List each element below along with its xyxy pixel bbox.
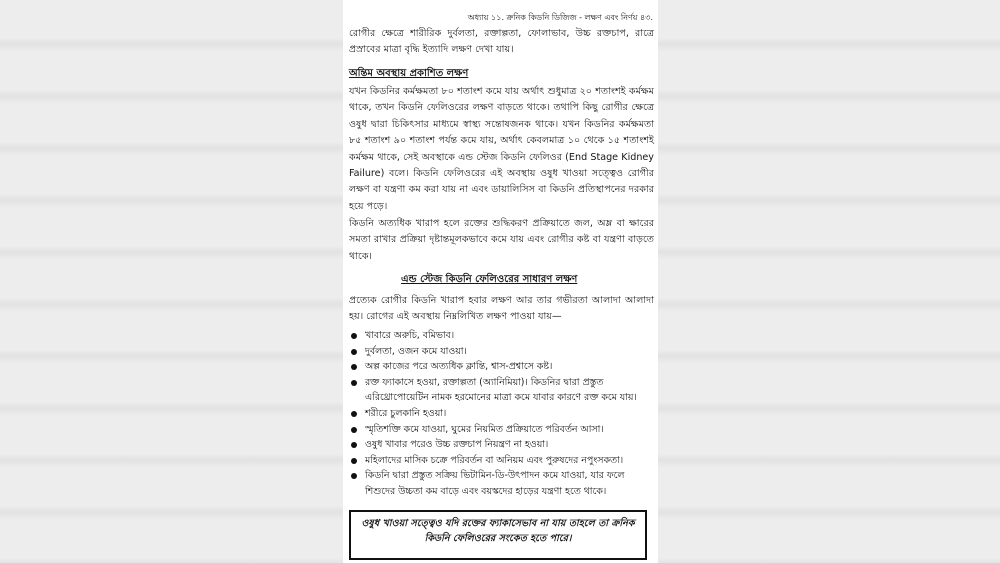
list-item: কিডনি দ্বারা প্রস্তুত সক্রিয় ভিটামিন-ডি-উৎপাদন কমে যাওয়া, যার ফলে শিশুদের উচ্চতা কম বাড়ে এবং বয়স্কদের হাড়ের যন্ত্রণা হতে থাকে। — [349, 468, 654, 499]
list-item: ওষুধ খাবার পরেও উচ্চ রক্তচাপ নিয়ন্ত্রণ না হওয়া। — [349, 437, 654, 453]
list-item: শরীরে চুলকানি হওয়া। — [349, 406, 654, 422]
book-page — [343, 0, 658, 563]
end-stage-paragraph: যখন কিডনির কর্মক্ষমতা ৮০ শতাংশ কমে যায় অর্থাৎ শুধুমাত্র ২০ শতাংশই কর্মক্ষম থাকে, তখন কিডনি ফেলিওরের লক্ষণ বাড়তে থাকে। তথাপি কিছু রোগীর ক্ষেত্রে ওষুধ দ্বারা চিকিৎসার মাধ্যমে স্বাস্থ্য সন্তোষজনক থাকে। যখন কিডনির কর্মক্ষমতা ৮৫ শতাংশ ৯০ শতাংশ পর্যন্ত কমে যায়, অর্থাৎ কেবলমাত্র ১০ থেকে ১৫ শতাংশই কর্মক্ষম থাকে, সেই অবস্থাকে এন্ড স্টেজ কিডনি ফেলিওর (End Stage Kidney Failure) বলে। কিডনি ফেলিওরের এই অবস্থায় ওষুধ খাওয়া সত্ত্বেও রোগীর লক্ষণ বা যন্ত্রণা কম করা যায় না এবং ডায়ালিসিস বা কিডনি প্রতিস্থাপনের দরকার হয়ে পড়ে। — [349, 86, 654, 212]
list-item: দুর্বলতা, ওজন কমে যাওয়া। — [349, 344, 654, 360]
bullet-icon — [351, 458, 357, 464]
section-heading-end-stage-symptoms: অন্তিম অবস্থায় প্রকাশিত লক্ষণ — [349, 68, 469, 79]
left-blurred-backdrop — [0, 0, 343, 563]
right-blurred-backdrop — [658, 0, 1000, 563]
bullet-icon — [351, 442, 357, 448]
bullet-icon — [351, 473, 357, 479]
symptoms-intro-paragraph: প্রত্যেক রোগীর কিডনি খারাপ হবার লক্ষণ আর তার গভীরতা আলাদা আলাদা হয়। রোগের এই অবস্থায় নিম্নলিখিত লক্ষণ পাওয়া যায়— — [349, 295, 654, 323]
list-item: অল্প কাজের পরে অত্যধিক ক্লান্তি, শ্বাস-প্রশ্বাসে কষ্ট। — [349, 359, 654, 375]
list-item: খাবারে অরুচি, বমিভাব। — [349, 328, 654, 344]
symptom-list — [349, 328, 654, 500]
bullet-icon — [351, 380, 357, 386]
bullet-icon — [351, 364, 357, 370]
section-heading-common-symptoms: এন্ড স্টেজ কিডনি ফেলিওরের সাধারণ লক্ষণ — [401, 274, 578, 285]
bullet-icon — [351, 349, 357, 355]
list-item: মহিলাদের মাসিক চক্রে পরিবর্তন বা অনিয়ম এবং পুরুষদের নপুংসকতা। — [349, 453, 654, 469]
kidney-damage-paragraph: কিডনি অত্যধিক খারাপ হলে রক্তের শুদ্ধিকরণ প্রক্রিয়াতে জল, অম্ল বা ক্ষারের সমতা রাখার প্রক্রিয়া দৃষ্টান্তমূলকভাবে কমে যায় এবং রোগীর কষ্ট বা যন্ত্রণা বাড়তে থাকে। — [349, 218, 654, 262]
intro-paragraph: রোগীর ক্ষেত্রে শারীরিক দুর্বলতা, রক্তাল্পতা, ফোলাভাব, উচ্চ রক্তচাপ, রাত্রে প্রস্রাবের মাত্রা বৃদ্ধি ইত্যাদি লক্ষণ দেখা যায়। — [349, 28, 654, 56]
list-item: রক্ত ফ্যাকাসে হওয়া, রক্তাল্পতা (অ্যানিমিয়া)। কিডনির দ্বারা প্রস্তুত এরিথ্রোপোয়েটিন নামক হরমোনের মাত্রা কমে যাবার কারণে রক্ত কমে যায়। — [349, 375, 654, 406]
list-item: স্মৃতিশক্তি কমে যাওয়া, ঘুমের নিয়মিত প্রক্রিয়াতে পরিবর্তন আসা। — [349, 422, 654, 438]
callout-box: ওষুধ খাওয়া সত্ত্বেও যদি রক্তের ফ্যাকাসেভাব না যায় তাহলে তা ক্রনিক কিডনি ফেলিওরের সংকেত হতে পারে। — [349, 510, 647, 560]
bullet-icon — [351, 427, 357, 433]
bullet-icon — [351, 333, 357, 339]
page-header: অধ্যায় ১১. ক্রনিক কিডনি ডিজিজ - লক্ষণ এবং নির্ণয় ৪৩. — [467, 13, 653, 22]
bullet-icon — [351, 411, 357, 417]
